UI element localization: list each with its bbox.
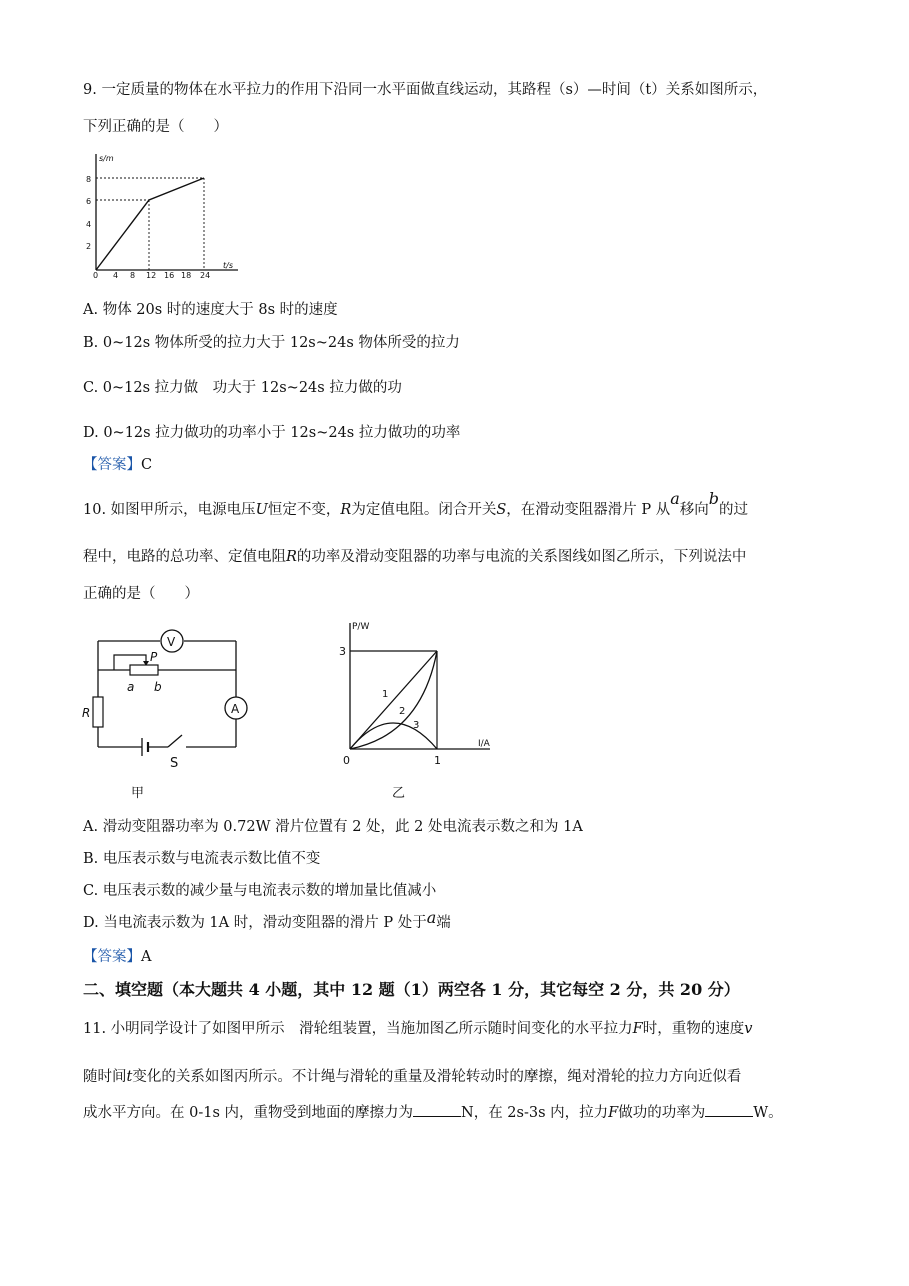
q9-y-tick: 2 <box>86 242 92 251</box>
q10-stem-line3: 正确的是（ ） <box>83 586 199 602</box>
q10-curve-label-3: 3 <box>413 720 420 731</box>
q9-option-a[interactable]: A. 物体 20s 时的速度大于 8s 时的速度 <box>83 302 338 318</box>
q10-text: 为定值电阻。闭合开关 <box>351 502 497 518</box>
q11-text: W。 <box>753 1105 783 1121</box>
q10-curve-1 <box>350 651 437 749</box>
q9-y-label: s/m <box>99 154 114 163</box>
q9-st-graph <box>83 148 243 278</box>
switch-icon <box>168 735 182 747</box>
q10-option-b[interactable]: B. 电压表示数与电流表示数比值不变 <box>83 851 321 867</box>
q10-y-tick: 3 <box>339 645 346 658</box>
q10-var-s: S <box>496 502 507 518</box>
q10-option-d-text: 端 <box>436 915 451 931</box>
q10-x-label: I/A <box>478 739 490 749</box>
q11-var-f: F <box>632 1021 643 1037</box>
q9-answer <box>83 453 152 474</box>
q9-x-tick: 16 <box>164 271 175 278</box>
resistor-label: R <box>82 706 91 720</box>
q10-option-c[interactable]: C. 电压表示数的减少量与电流表示数的增加量比值减小 <box>83 883 437 899</box>
q10-var-u: U <box>255 502 268 518</box>
q9-y-tick: 4 <box>86 220 92 229</box>
q11-blank-2[interactable] <box>705 1102 753 1117</box>
q10-text: 程中，电路的总功率、定值电阻 <box>83 549 286 565</box>
q10-var-b: b <box>708 489 720 508</box>
q10-option-d[interactable] <box>83 908 451 932</box>
q11-line2 <box>83 1065 741 1086</box>
q11-text: 11. 小明同学设计了如图甲所示 滑轮组装置，当施加图乙所示随时间变化的水平拉力 <box>83 1021 633 1037</box>
rheostat-icon <box>130 665 158 675</box>
q9-option-d[interactable]: D. 0~12s 拉力做功的功率小于 12s~24s 拉力做功的功率 <box>83 425 461 441</box>
q11-text: 时，重物的速度 <box>642 1021 745 1037</box>
slider-label: P <box>150 650 158 664</box>
q10-stem-line2 <box>83 545 746 566</box>
q9-x-tick: 0 <box>93 271 99 278</box>
resistor-icon <box>93 697 103 727</box>
q9-y-tick: 6 <box>86 197 92 206</box>
q10-stem-line1 <box>83 489 749 519</box>
q10-power-graph <box>335 615 510 805</box>
q10-answer-label: 【答案】 <box>83 949 141 965</box>
q10-var-a: a <box>670 489 680 508</box>
q10-text: 的功率及滑动变阻器的功率与电流的关系图线如图乙所示，下列说法中 <box>296 549 747 565</box>
q10-var-a: a <box>426 908 437 927</box>
q10-var-r: R <box>340 502 352 518</box>
end-b-label: b <box>154 680 162 694</box>
q11-var-t: t <box>126 1069 133 1085</box>
q10-var-r: R <box>286 549 297 565</box>
q9-x-tick: 24 <box>200 271 211 278</box>
q10-origin: 0 <box>343 754 350 767</box>
q9-answer-label: 【答案】 <box>83 457 141 473</box>
q9-x-label: t/s <box>223 261 233 270</box>
q10-answer <box>83 945 151 966</box>
q11-line1 <box>83 1017 752 1038</box>
q9-y-tick: 8 <box>86 175 92 184</box>
q10-text: 移向 <box>679 502 709 518</box>
q9-option-b[interactable]: B. 0~12s 物体所受的拉力大于 12s~24s 物体所受的拉力 <box>83 335 460 351</box>
voltmeter-label: V <box>167 635 176 649</box>
q10-text: ，在滑动变阻器滑片 P 从 <box>506 502 671 518</box>
q10-graph-caption: 乙 <box>392 786 406 801</box>
section-heading: 二、填空题（本大题共 4 小题，其中 12 题（1）两空各 1 分，其它每空 2 分，共 20 分） <box>83 980 740 999</box>
q10-option-a[interactable]: A. 滑动变阻器功率为 0.72W 滑片位置有 2 处，此 2 处电流表示数之和为 1A <box>83 819 583 835</box>
switch-label: S <box>170 756 179 771</box>
q11-text: 成水平方向。在 0-1s 内，重物受到地面的摩擦力为 <box>83 1105 414 1121</box>
q10-y-label: P/W <box>352 622 370 632</box>
q10-text: 的过 <box>719 502 749 518</box>
q10-curve-label-2: 2 <box>399 706 406 717</box>
q11-text: N，在 2s-3s 内，拉力 <box>461 1105 609 1121</box>
q11-text: 随时间 <box>83 1069 127 1085</box>
q10-answer-value: A <box>141 949 152 965</box>
q10-x-tick: 1 <box>434 754 441 767</box>
q11-line3 <box>83 1101 783 1122</box>
q11-text: 变化的关系如图丙所示。不计绳与滑轮的重量及滑轮转动时的摩擦，绳对滑轮的拉力方向近似看 <box>132 1069 742 1085</box>
q9-answer-value: C <box>141 457 153 473</box>
q9-x-tick: 4 <box>113 271 119 278</box>
q10-text: 恒定不变， <box>267 502 341 518</box>
q11-var-v: v <box>744 1021 753 1037</box>
end-a-label: a <box>127 680 135 694</box>
q10-option-d-text: D. 当电流表示数为 1A 时，滑动变阻器的滑片 P 处于 <box>83 915 427 931</box>
q9-stem-line1: 9. 一定质量的物体在水平拉力的作用下沿同一水平面做直线运动，其路程（s）—时间（t）关系如图所示， <box>83 82 768 98</box>
q10-circuit-diagram <box>82 625 252 805</box>
circuit-caption: 甲 <box>131 786 145 801</box>
q9-x-tick: 8 <box>130 271 136 278</box>
q9-x-tick: 12 <box>146 271 157 278</box>
q9-st-line <box>96 178 204 270</box>
q9-x-tick: 18 <box>181 271 192 278</box>
q9-option-c[interactable]: C. 0~12s 拉力做 功大于 12s~24s 拉力做的功 <box>83 380 402 396</box>
q10-curve-label-1: 1 <box>382 689 389 700</box>
q10-text: 10. 如图甲所示，电源电压 <box>83 502 256 518</box>
q9-stem-line2: 下列正确的是（ ） <box>83 119 228 135</box>
q11-blank-1[interactable] <box>413 1102 461 1117</box>
q11-var-f: F <box>608 1105 619 1121</box>
ammeter-label: A <box>231 702 240 716</box>
q11-text: 做功的功率为 <box>618 1105 706 1121</box>
